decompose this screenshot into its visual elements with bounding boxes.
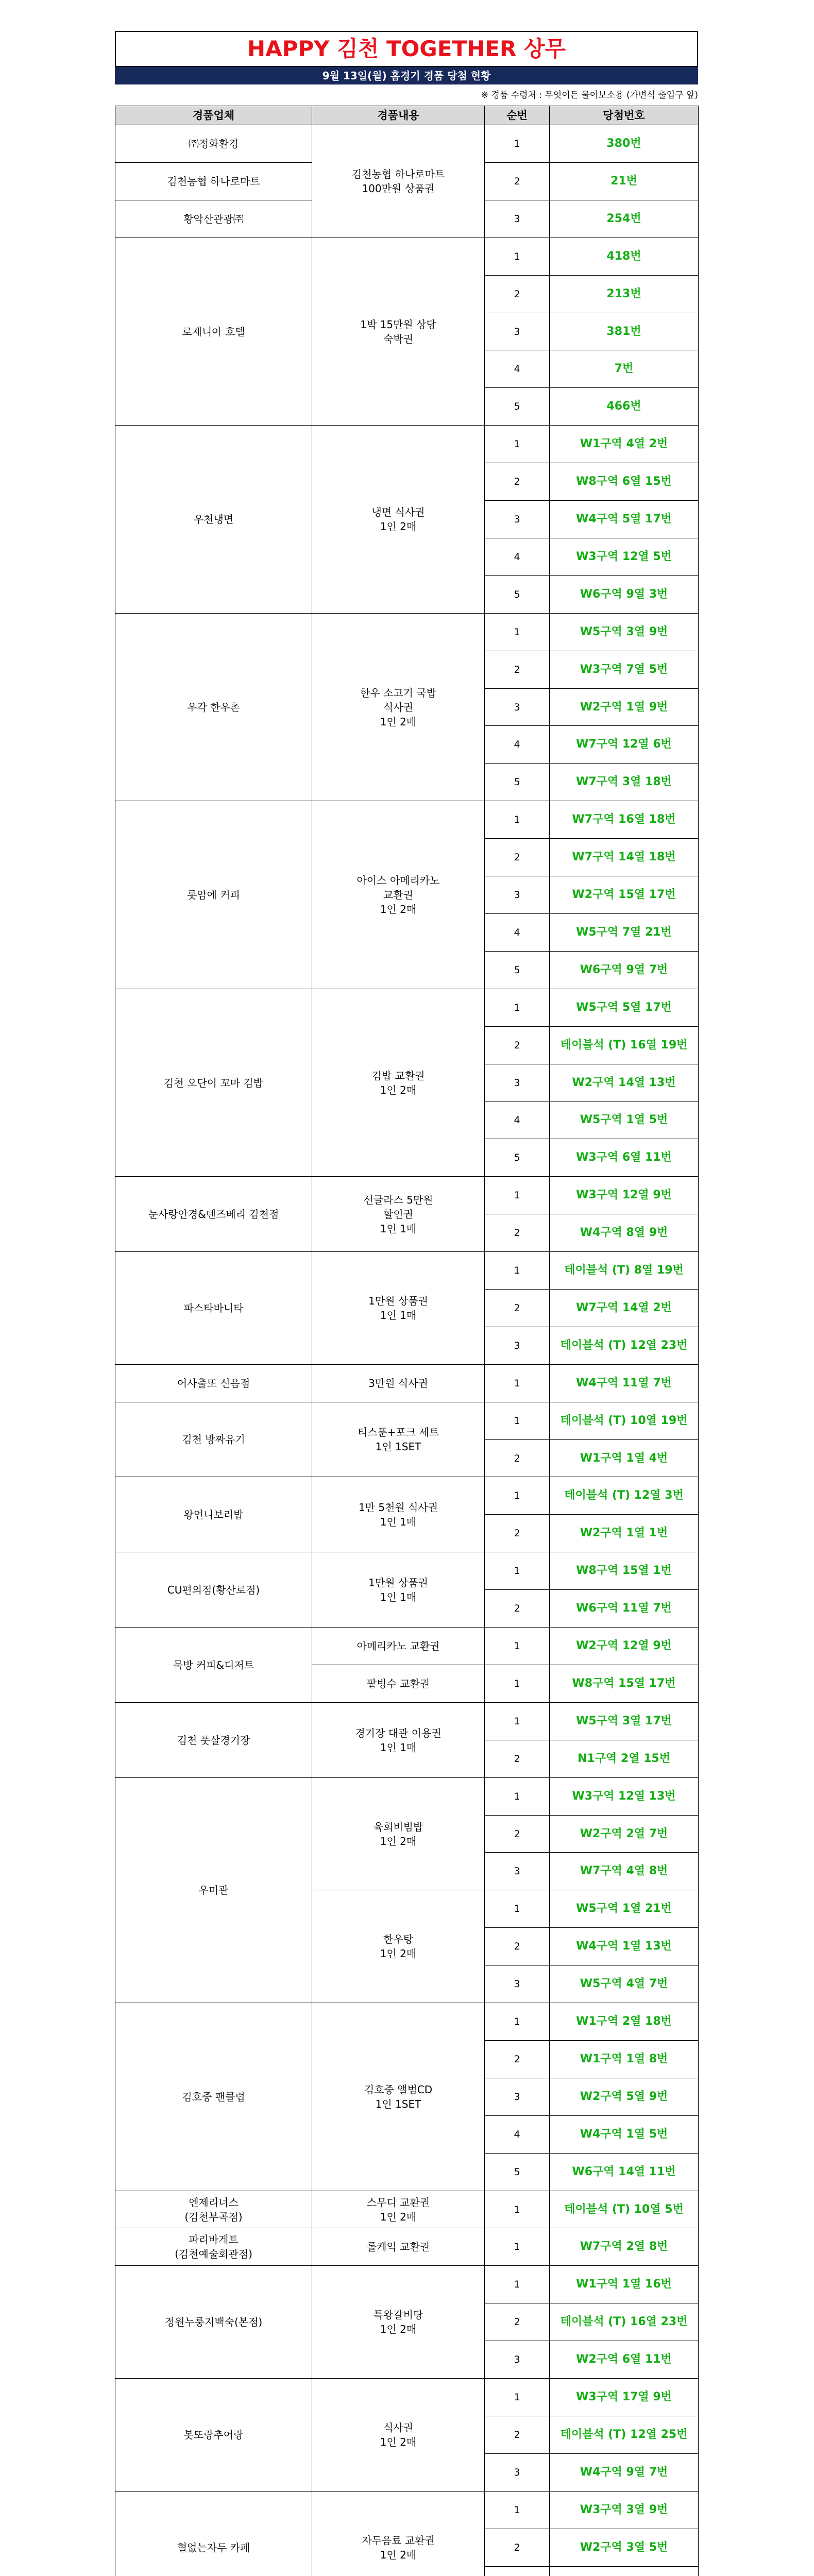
sponsor-cell: 왕언니보리밥 [115,1477,312,1552]
rank-cell: 1 [484,238,550,276]
rank-cell: 3 [484,876,550,914]
rank-cell: 2 [484,1514,550,1552]
sponsor-cell: 정원누룽지백숙(본점) [115,2265,312,2379]
winning-number: W2구역 14열 13번 [549,1064,699,1101]
winning-number: W7구역 12열 6번 [549,725,699,764]
winning-number: 테이블석 (T) 10열 19번 [549,1402,699,1440]
winning-number: W3구역 12열 9번 [549,1176,699,1214]
rank-cell: 3 [484,2453,550,2492]
rank-cell: 1 [484,125,550,163]
winning-number: W2구역 1열 1번 [549,1514,699,1552]
winning-number: W5구역 7열 21번 [549,913,699,952]
prize-cell: 아메리카노 교환권 [312,1627,485,1665]
rank-cell: 1 [484,1176,550,1214]
winning-number: 테이블석 (T) 12열 3번 [549,1477,699,1515]
rank-cell: 4 [484,725,550,764]
sponsor-cell: 파리바게트 (김천예술회관점) [115,2228,312,2266]
rank-cell: 1 [484,1777,550,1816]
rank-cell: 1 [484,2491,550,2529]
winning-number: W2구역 1열 9번 [549,688,699,726]
prize-cell: 한우 소고기 국밥 식사권 1인 2매 [312,613,485,801]
rank-cell: 1 [484,989,550,1027]
prize-cell: 한우탕 1인 2매 [312,1890,485,2003]
winning-number: 418번 [549,238,699,276]
winning-number: W3구역 17열 9번 [549,2378,699,2416]
rank-cell: 2 [484,1214,550,1252]
rank-cell: 5 [484,951,550,989]
prize-cell: 롤케익 교환권 [312,2228,485,2266]
winning-number: W6구역 11열 7번 [549,1589,699,1628]
prize-cell: 팥빙수 교환권 [312,1665,485,1703]
rank-cell: 2 [484,1439,550,1477]
rank-cell: 3 [484,200,550,238]
rank-cell: 1 [484,1402,550,1440]
winning-number: W4구역 11열 7번 [549,1364,699,1402]
rank-cell: 1 [484,2191,550,2228]
sponsor-cell: CU편의점(황산로점) [115,1552,312,1628]
winning-number: W7구역 3열 18번 [549,763,699,801]
sponsor-cell: 어사출또 신음점 [115,1364,312,1402]
winning-number: W2구역 2열 7번 [549,1815,699,1853]
winning-number: W8구역 6열 15번 [549,463,699,501]
winning-number: 테이블석 (T) 12열 25번 [549,2416,699,2454]
prize-cell: 1만 5천원 식사권 1인 1매 [312,1477,485,1552]
winning-number: W5구역 3열 9번 [549,613,699,651]
winning-number: W7구역 2열 8번 [549,2228,699,2266]
rank-cell: 2 [484,1740,550,1778]
rank-cell: 1 [484,2378,550,2416]
prize-cell: 김밥 교환권 1인 2매 [312,989,485,1177]
prize-cell: 1만원 상품권 1인 1매 [312,1251,485,1365]
rank-cell: 2 [484,2529,550,2567]
rank-cell: 5 [484,763,550,801]
prize-cell: 특왕갈비탕 1인 2매 [312,2265,485,2379]
winning-number: 380번 [549,125,699,163]
rank-cell: 3 [484,500,550,538]
winning-number: W5구역 1열 21번 [549,1890,699,1928]
winning-number: W1구역 1열 16번 [549,2265,699,2303]
winning-number: W3구역 7열 5번 [549,651,699,689]
rank-cell: 1 [484,801,550,839]
pickup-note: ※ 경품 수령처 : 무엇이든 물어보소용 (가변석 출입구 앞) [481,90,698,100]
rank-cell: 3 [484,2078,550,2116]
winning-number: W2구역 5열 9번 [549,2078,699,2116]
winning-number: W6구역 14열 11번 [549,2153,699,2191]
winning-number: W3구역 12열 5번 [549,538,699,576]
rank-cell: 5 [484,2153,550,2191]
sponsor-cell: 봇또랑추어랑 [115,2378,312,2492]
prize-cell: 1박 15만원 상당 숙박권 [312,238,485,426]
sponsor-cell: 로제니아 호텔 [115,238,312,426]
winning-number: W2구역 3열 5번 [549,2529,699,2567]
winning-number: N1구역 2열 15번 [549,1740,699,1778]
rank-cell: 3 [484,1327,550,1365]
rank-cell: 3 [484,2341,550,2379]
winning-number: W1구역 4열 2번 [549,425,699,463]
rank-cell: 2 [484,1026,550,1064]
rank-cell: 3 [484,313,550,350]
winning-number: W2구역 6열 11번 [549,2341,699,2379]
rank-cell: 1 [484,2265,550,2303]
rank-cell: 2 [484,1815,550,1853]
sponsor-cell: 파스타바니타 [115,1251,312,1365]
rank-cell: 1 [484,1665,550,1703]
rank-cell: 3 [484,1852,550,1890]
column-header: 당첨번호 [549,106,699,125]
winning-number: W5구역 4열 7번 [549,1965,699,2003]
sponsor-cell: 우천냉면 [115,425,312,614]
sponsor-cell: 김천 방짜유기 [115,1402,312,1477]
rank-cell: 1 [484,1552,550,1590]
sponsor-cell: 우각 한우촌 [115,613,312,801]
prize-cell: 육회비빔밥 1인 2매 [312,1777,485,1890]
winning-number: W4구역 5열 17번 [549,500,699,538]
rank-cell: 1 [484,425,550,463]
winning-number: W4구역 1열 13번 [549,1927,699,1965]
sponsor-cell: 황악산관광㈜ [115,200,312,238]
rank-cell: 1 [484,1702,550,1740]
winning-number: 213번 [549,275,699,313]
winning-number: W7구역 14열 18번 [549,838,699,876]
rank-cell: 1 [484,2228,550,2266]
rank-cell: 3 [484,1965,550,2003]
prize-cell: 냉면 식사권 1인 2매 [312,425,485,614]
sponsor-cell: 김천 오단이 꼬마 김밥 [115,989,312,1177]
date-banner: 9월 13일(월) 홈경기 경품 당첨 현황 [115,67,698,84]
sponsor-cell: ㈜정화환경 [115,125,312,163]
rank-cell: 2 [484,2303,550,2341]
rank-cell: 2 [484,275,550,313]
sponsor-cell: 김호중 팬클럽 [115,2003,312,2191]
page-title: HAPPY 김천 TOGETHER 상무 [115,31,698,67]
rank-cell: 2 [484,2040,550,2078]
winning-number: 테이블석 (T) 10열 5번 [549,2191,699,2228]
rank-cell: 4 [484,2115,550,2154]
sponsor-cell: 묵방 커피&디저트 [115,1627,312,1703]
sponsor-cell: 김천농협 하나로마트 [115,162,312,200]
sponsor-cell: 김천 풋살경기장 [115,1702,312,1778]
winning-number: W5구역 1열 5번 [549,1101,699,1139]
rank-cell: 1 [484,613,550,651]
winning-number: W1구역 1열 8번 [549,2040,699,2078]
column-header: 경품내용 [312,106,485,125]
rank-cell: 2 [484,162,550,200]
rank-cell: 4 [484,1101,550,1139]
rank-cell: 1 [484,1627,550,1665]
rank-cell: 3 [484,688,550,726]
rank-cell: 1 [484,1890,550,1928]
sponsor-cell: 우미관 [115,1777,312,2003]
rank-cell: 2 [484,1927,550,1965]
winning-number: W4구역 9열 7번 [549,2453,699,2492]
winning-number [549,2566,699,2576]
winning-number: W5구역 5열 17번 [549,989,699,1027]
rank-cell: 2 [484,1589,550,1628]
rank-cell: 1 [484,2003,550,2041]
sponsor-cell: 롯암에 커피 [115,801,312,989]
rank-cell: 4 [484,350,550,388]
prize-cell: 김천농협 하나로마트 100만원 상품권 [312,125,485,238]
winning-number: W1구역 1열 4번 [549,1439,699,1477]
winning-number: W3구역 6열 11번 [549,1139,699,1177]
winning-number: 7번 [549,350,699,388]
rank-cell: 5 [484,387,550,426]
winning-number: W5구역 3열 17번 [549,1702,699,1740]
winning-number: 254번 [549,200,699,238]
prize-cell: 1만원 상품권 1인 1매 [312,1552,485,1628]
sponsor-cell: 눈사랑안경&텐즈베리 김천점 [115,1176,312,1252]
rank-cell: 5 [484,575,550,614]
winning-number: W3구역 3열 9번 [549,2491,699,2529]
prize-cell: 스무디 교환권 1인 2매 [312,2191,485,2228]
winning-number: W2구역 15열 17번 [549,876,699,914]
rank-cell: 1 [484,1364,550,1402]
winning-number: 21번 [549,162,699,200]
winning-number: W4구역 1열 5번 [549,2115,699,2154]
winning-number: W7구역 4열 8번 [549,1852,699,1890]
winning-number: 테이블석 (T) 12열 23번 [549,1327,699,1365]
winning-number: W6구역 9열 3번 [549,575,699,614]
rank-cell: 4 [484,538,550,576]
rank-cell: 2 [484,2416,550,2454]
rank-cell: 2 [484,838,550,876]
prize-cell: 아이스 아메리카노 교환권 1인 2매 [312,801,485,989]
rank-cell: 1 [484,1251,550,1290]
winning-number: 테이블석 (T) 16열 23번 [549,2303,699,2341]
winning-number: W1구역 2열 18번 [549,2003,699,2041]
winning-number: W7구역 14열 2번 [549,1289,699,1327]
winning-number: W6구역 9열 7번 [549,951,699,989]
rank-cell: 2 [484,651,550,689]
prize-cell: 식사권 1인 2매 [312,2378,485,2492]
winning-number: 381번 [549,313,699,350]
rank-cell: 2 [484,1289,550,1327]
winning-number: 466번 [549,387,699,426]
winning-number: W7구역 16열 18번 [549,801,699,839]
prize-cell: 선글라스 5만원 할인권 1인 1매 [312,1176,485,1252]
prize-cell: 김호중 앨범CD 1인 1SET [312,2003,485,2191]
prize-cell: 경기장 대관 이용권 1인 1매 [312,1702,485,1778]
rank-cell: 5 [484,1139,550,1177]
column-header: 경품업체 [115,106,312,125]
winning-number: W3구역 12열 13번 [549,1777,699,1816]
winning-number: 테이블석 (T) 8열 19번 [549,1251,699,1290]
rank-cell: 3 [484,1064,550,1101]
rank-cell: 4 [484,913,550,952]
winning-number: W2구역 12열 9번 [549,1627,699,1665]
winning-number: W8구역 15열 1번 [549,1552,699,1590]
prize-cell: 티스푼+포크 세트 1인 1SET [312,1402,485,1477]
winning-number: 테이블석 (T) 16열 19번 [549,1026,699,1064]
rank-cell: 1 [484,1477,550,1515]
sponsor-cell: 혈없는자두 카페 [115,2491,312,2576]
column-header: 순번 [484,106,550,125]
winning-number: W8구역 15열 17번 [549,1665,699,1703]
rank-cell [484,2566,550,2576]
sponsor-cell: 엔제리너스 (김천부곡점) [115,2191,312,2228]
prize-cell: 3만원 식사권 [312,1364,485,1402]
prize-cell: 자두음료 교환권 1인 2매 [312,2491,485,2576]
winning-number: W4구역 8열 9번 [549,1214,699,1252]
rank-cell: 2 [484,463,550,501]
